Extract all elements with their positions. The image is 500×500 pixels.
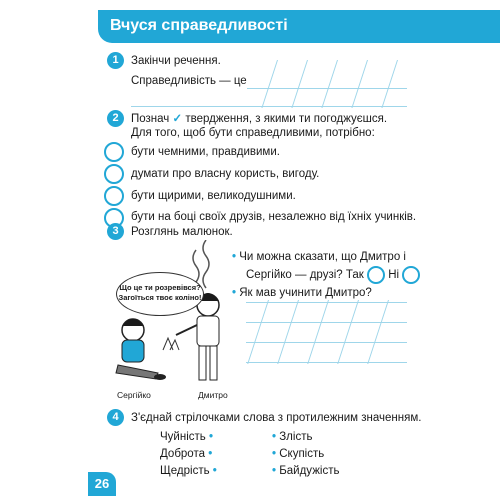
left-word-text: Доброта bbox=[160, 448, 205, 460]
question-1-continued: Сергійко — друзі? Так bbox=[246, 269, 364, 282]
handwriting-guides bbox=[247, 60, 407, 108]
handwriting-guides bbox=[246, 300, 407, 364]
connect-dot[interactable]: • bbox=[208, 448, 213, 460]
task-1-number: 1 bbox=[107, 52, 124, 69]
right-word bbox=[272, 464, 339, 478]
option-label: думати про власну користь, вигоду. bbox=[131, 168, 320, 180]
option-checkbox[interactable] bbox=[104, 186, 124, 206]
name-label-right: Дмитро bbox=[198, 390, 228, 400]
question-2 bbox=[232, 286, 372, 300]
connect-dot[interactable]: • bbox=[272, 448, 277, 460]
question-1-line-1 bbox=[232, 250, 406, 264]
task-1-instruction: Закінчи речення. bbox=[131, 55, 221, 67]
no-label: Ні bbox=[388, 269, 400, 282]
page-number: 26 bbox=[88, 472, 116, 496]
option-checkbox[interactable] bbox=[104, 142, 124, 162]
connect-dot[interactable]: • bbox=[212, 465, 217, 477]
right-word-text: Скупість bbox=[279, 448, 325, 460]
task-1-prompt: Справедливість — це bbox=[131, 75, 247, 87]
task-4-instruction: З'єднай стрілочками слова з протилежним значенням. bbox=[131, 412, 422, 424]
bullet-icon: • bbox=[232, 251, 237, 263]
task-2-text-before: Познач bbox=[131, 113, 170, 125]
name-label-left: Сергійко bbox=[117, 390, 151, 400]
left-word bbox=[160, 447, 212, 461]
connect-dot[interactable]: • bbox=[208, 431, 213, 443]
option-label: бути щирими, великодушними. bbox=[131, 190, 296, 202]
task-2-text-after: твердження, з якими ти погоджуєшся. bbox=[185, 113, 388, 125]
left-word-text: Чуйність bbox=[160, 431, 206, 443]
connect-dot[interactable]: • bbox=[272, 465, 277, 477]
speech-bubble: Що це ти розревівся? Загоїться твоє коліно! bbox=[116, 272, 204, 316]
right-word bbox=[272, 447, 324, 461]
connect-dot[interactable]: • bbox=[272, 431, 277, 443]
right-word-text: Байдужість bbox=[279, 465, 340, 477]
task-3-number: 3 bbox=[107, 223, 124, 240]
option-label: бути чемними, правдивими. bbox=[131, 146, 280, 158]
check-icon: ✓ bbox=[172, 113, 183, 125]
option-label: бути на боці своїх друзів, незалежно від їхніх учинків. bbox=[131, 211, 417, 223]
question-2-text: Як мав учинити Дмитро? bbox=[239, 287, 372, 299]
task-2-number: 2 bbox=[107, 110, 124, 127]
bullet-icon: • bbox=[232, 287, 237, 299]
task-3-instruction: Розглянь малюнок. bbox=[131, 226, 233, 238]
option-checkbox[interactable] bbox=[104, 164, 124, 184]
children-illustration bbox=[108, 240, 238, 395]
right-word bbox=[272, 430, 312, 444]
left-word-text: Щедрість bbox=[160, 465, 210, 477]
task-2-instruction bbox=[131, 112, 387, 126]
yes-checkbox[interactable] bbox=[367, 266, 385, 284]
task-4-number: 4 bbox=[107, 409, 124, 426]
question-1-text: Чи можна сказати, що Дмитро і bbox=[239, 251, 406, 263]
task-2-subtitle: Для того, щоб бути справедливими, потрібно: bbox=[131, 127, 375, 139]
left-word bbox=[160, 430, 213, 444]
page-title: Вчуся справедливості bbox=[110, 17, 288, 34]
no-checkbox[interactable] bbox=[402, 266, 420, 284]
question-1-line-2 bbox=[246, 266, 420, 284]
right-word-text: Злість bbox=[279, 431, 313, 443]
left-word bbox=[160, 464, 217, 478]
section-header bbox=[98, 10, 500, 43]
